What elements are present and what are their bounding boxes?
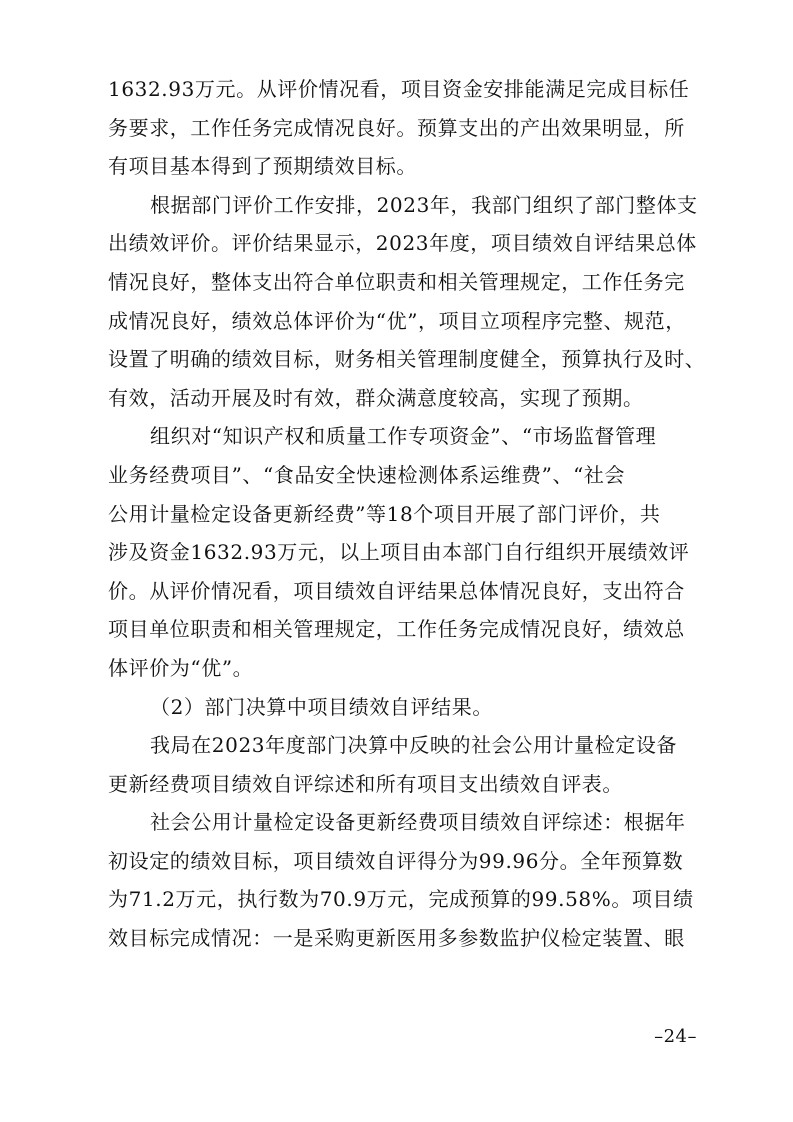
text-line: （2）部门决算中项目绩效自评结果。 [150,694,493,719]
section-heading [108,688,693,727]
text-line: 出绩效评价。评价结果显示，2023年度，项目绩效自评结果总体 [108,231,697,256]
text-line: 组织对“知识产权和质量工作专项资金”、“市场监督管理 [150,424,657,449]
paragraph-3 [108,417,693,687]
text-line: 根据部门评价工作安排，2023年，我部门组织了部门整体支 [150,192,698,217]
text-line: 情况良好，整体支出符合单位职责和相关管理规定，工作任务完 [108,269,685,294]
text-line: 1632.93万元。从评价情况看，项目资金安排能满足完成目标任 [108,77,690,101]
text-line: 成情况良好，绩效总体评价为“优”，项目立项程序完整、规范， [108,308,686,333]
text-line: 体评价为“优”。 [108,655,254,680]
text-line: 业务经费项目”、“食品安全快速检测体系运维费”、“社会 [108,462,626,487]
text-line: 涉及资金1632.93万元，以上项目由本部门自行组织开展绩效评 [108,540,690,565]
text-line: 我局在2023年度部门决算中反映的社会公用计量检定设备 [150,733,678,758]
paragraph-5 [108,726,693,803]
text-line: 价。从评价情况看，项目绩效自评结果总体情况良好，支出符合 [108,578,685,603]
text-line: 有效，活动开展及时有效，群众满意度较高，实现了预期。 [108,385,644,410]
paragraph-6 [108,803,693,957]
text-line: 公用计量检定设备更新经费”等18个项目开展了部门评价，共 [108,501,661,526]
text-line: 为71.2万元，执行数为70.9万元，完成预算的99.58%。项目绩 [108,887,694,912]
text-line: 社会公用计量检定设备更新经费项目绩效自评综述：根据年 [150,810,686,835]
paragraph-1 [108,70,693,186]
text-line: 务要求，工作任务完成情况良好。预算支出的产出效果明显，所 [108,115,685,140]
text-line: 有项目基本得到了预期绩效目标。 [108,154,417,179]
text-line: 项目单位职责和相关管理规定，工作任务完成情况良好，绩效总 [108,617,685,642]
page-number: –24– [654,1026,697,1047]
text-line: 效目标完成情况：一是采购更新医用多参数监护仪检定装置、眼 [108,926,685,951]
paragraph-2 [108,186,706,418]
document-body [108,70,706,958]
text-line: 更新经费项目绩效自评综述和所有项目支出绩效自评表。 [108,771,623,796]
text-line: 设置了明确的绩效目标，财务相关管理制度健全，预算执行及时、 [108,347,706,372]
text-line: 初设定的绩效目标，项目绩效自评得分为99.96分。全年预算数 [108,848,684,873]
